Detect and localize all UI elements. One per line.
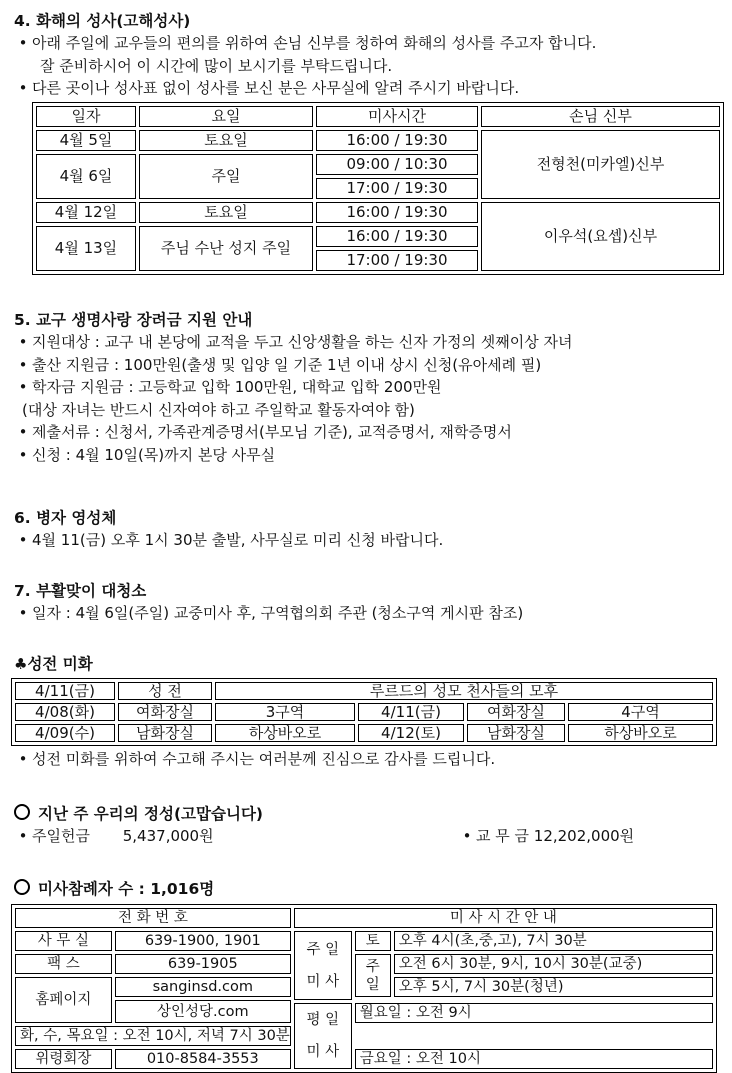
table-cell: 사 무 실 [15,931,112,951]
table-cell: 하상바오로 [215,724,355,742]
sunday-mass-label: 주 일 미 사 [294,931,352,1000]
table-cell: 여화장실 [467,703,565,721]
table-cell: 금요일 : 오전 10시 [355,1049,713,1069]
support-section [14,309,726,466]
table-cell: 4월 13일 [36,226,136,271]
table-cell: 4/12(토) [358,724,464,742]
homepage-link[interactable]: 상인성당.com [115,1000,291,1023]
table-cell: 4/09(수) [15,724,115,742]
cleaning-title: 7. 부활맞이 대청소 [14,582,147,600]
weekday-mass-label: 평 일 미 사 [294,1003,352,1069]
table-cell: 오후 5시, 7시 30분(청년) [394,977,713,997]
priest-1: 전형천(미카엘)신부 [481,130,720,199]
circle-icon [14,804,30,820]
support-line: • 지원대상 : 교구 내 본당에 교적을 두고 신앙생활을 하는 신자 가정의 셋째이상 자녀 [18,333,573,351]
sick-section [14,507,726,552]
confession-bullet-2: • 다른 곳이나 성사표 없이 성사를 보신 분은 사무실에 알려 주시기 바랍니다. [18,79,520,97]
table-cell: 주님 수난 성지 주일 [139,226,313,271]
info-table [11,904,717,1073]
sunday-label: 주일헌금 [32,827,90,845]
confession-bullet-1-cont: 잘 준비하시어 이 시간에 많이 보시기를 부탁드립니다. [40,56,393,75]
tithe: • 교 무 금 12,202,000원 [462,827,635,845]
attendance-section [14,878,726,900]
mass-header: 미 사 시 간 안 내 [294,908,713,928]
table-cell: 4월 6일 [36,154,136,199]
confession-bullet-1: • 아래 주일에 교우들의 편의를 위하여 손님 신부를 청하여 화해의 성사를 주고자 합니다. [18,34,597,52]
phone-header: 전 화 번 호 [15,908,291,928]
homepage-link[interactable]: sanginsd.com [115,977,291,997]
flowers-section [14,653,726,771]
priest-2: 이우석(요셉)신부 [481,202,720,271]
table-cell: 4/11(금) [358,703,464,721]
table-cell: 16:00 / 19:30 [316,130,478,151]
col-priest-header: 손님 신부 [481,106,720,127]
support-note: (대상 자녀는 반드시 신자여야 하고 주일학교 활동자여야 함) [22,400,415,419]
support-line: • 출산 지원금 : 100만원(출생 및 입양 일 기준 1년 이내 상시 신청(유아세례 필) [18,355,542,374]
table-cell: 4/08(화) [15,703,115,721]
table-cell: 4월 12일 [36,202,136,223]
sunday-amount: 5,437,000원 [122,827,214,845]
table-cell: 성 전 [118,682,212,700]
table-cell: 토요일 [139,202,313,223]
table-cell: 위령회장 [15,1049,112,1069]
table-cell: 4월 5일 [36,130,136,151]
circle-icon [14,879,30,895]
table-cell: 홈페이지 [15,977,112,1023]
table-cell: 여화장실 [118,703,212,721]
flowers-thanks: • 성전 미화를 위하여 수고해 주시는 여러분께 진심으로 감사를 드립니다. [18,750,496,768]
info-section [14,904,726,1073]
table-cell: 루르드의 성모 천사들의 모후 [215,682,713,700]
support-line: • 제출서류 : 신청서, 가족관계증명서(부모님 기준), 교적증명서, 재학증명서 [18,423,512,441]
table-cell: 639-1900, 1901 [115,931,291,951]
table-cell: 화, 수, 목요일 : 오전 10시, 저녁 7시 30분 [15,1026,291,1046]
table-cell: 남화장실 [118,724,212,742]
confession-title: 4. 화해의 성사(고해성사) [14,12,191,30]
offering-line: • 주일헌금 5,437,000원 • 교 무 금 12,202,000원 [14,825,726,849]
table-cell: 4/11(금) [15,682,115,700]
confession-table [32,102,724,275]
confession-section [14,10,726,275]
table-cell: 010-8584-3553 [115,1049,291,1069]
sick-title: 6. 병자 영성체 [14,509,117,527]
table-cell: 639-1905 [115,954,291,974]
table-cell: 3구역 [215,703,355,721]
table-cell: 남화장실 [467,724,565,742]
table-cell: 주 일 [355,954,391,997]
table-cell: 토 [355,931,391,951]
table-cell: 주일 [139,154,313,199]
table-cell: 팩 스 [15,954,112,974]
table-cell: 17:00 / 19:30 [316,178,478,199]
offering-section [14,803,726,849]
col-time-header: 미사시간 [316,106,478,127]
col-day-header: 요일 [139,106,313,127]
col-date-header: 일자 [36,106,136,127]
table-cell: 16:00 / 19:30 [316,226,478,247]
flowers-table [11,678,717,746]
attendance-title: 미사참례자 수 : 1,016명 [14,878,726,900]
table-cell: 16:00 / 19:30 [316,202,478,223]
sick-line: • 4월 11(금) 오후 1시 30분 출발, 사무실로 미리 신청 바랍니다. [18,531,444,549]
table-cell: 오후 4시(초,중,고), 7시 30분 [394,931,713,951]
offering-title: 지난 주 우리의 정성(고맙습니다) [14,803,726,825]
club-icon: ♣ [14,655,28,673]
table-cell: 토요일 [139,130,313,151]
support-title: 5. 교구 생명사랑 장려금 지원 안내 [14,311,253,329]
table-cell: 09:00 / 10:30 [316,154,478,175]
support-line: • 학자금 지원금 : 고등학교 입학 100만원, 대학교 입학 200만원 [18,378,442,396]
table-cell: 오전 6시 30분, 9시, 10시 30분(교중) [394,954,713,974]
cleaning-section [14,580,726,625]
support-line: • 신청 : 4월 10일(목)까지 본당 사무실 [18,445,276,464]
table-cell: 4구역 [568,703,713,721]
flowers-title: ♣성전 미화 [14,655,93,673]
table-cell: 17:00 / 19:30 [316,250,478,271]
table-cell: 하상바오로 [568,724,713,742]
table-cell: 월요일 : 오전 9시 [355,1003,713,1023]
cleaning-line: • 일자 : 4월 6일(주일) 교중미사 후, 구역협의회 주관 (청소구역 게시판 참조) [18,604,524,622]
